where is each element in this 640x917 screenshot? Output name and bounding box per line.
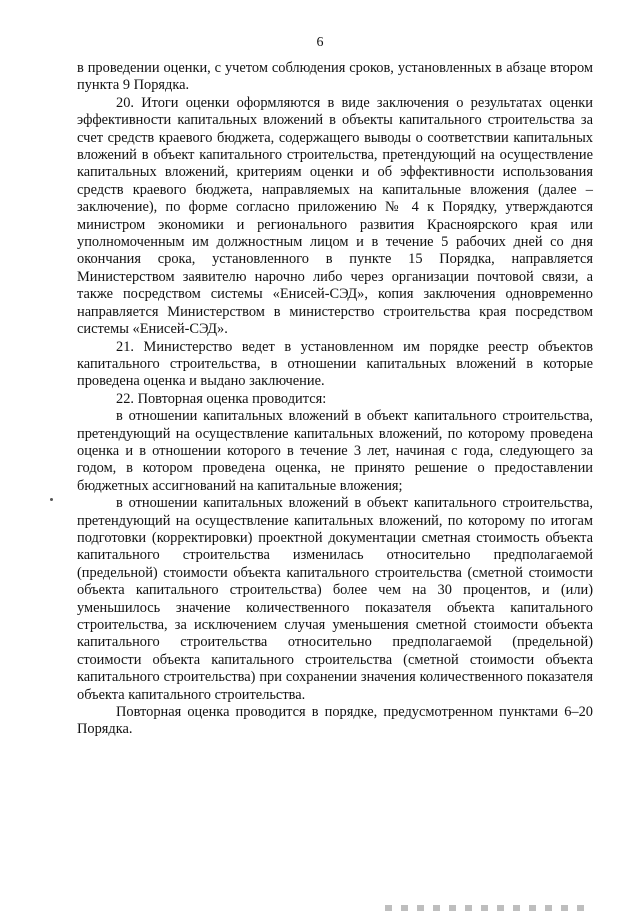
paragraph-item-22: 22. Повторная оценка проводится: <box>116 390 327 407</box>
document-body <box>77 60 593 739</box>
scan-speck <box>50 498 53 501</box>
paragraph-item-20: 20. Итоги оценки оформляются в виде заключения о результатах оценки эффективности капитальных вложений в объекты капитального строительства за счет средств краевого бюджета, содержащего выводы о соответствии капитальных вложений в объект капитального строительства, претендующий на осуществление капитальных вложений, критериям оценки и об эффективности использования средств краевого бюджета, направляемых на капитальные вложения (далее – заключение), по форме согласно приложению № 4 к Порядку, утверждаются министром экономики и регионального развития Красноярского края или уполномоченным им должностным лицом и в течение 5 рабочих дней со дня окончания срока, установленного в пункте 15 Порядка, направляется Министерством заявителю нарочно либо через организации почтовой связи, а также посредством системы «Енисей-СЭД», копия заключения одновременно направляется Министерством в министерство строительства края посредством системы «Енисей-СЭД». <box>77 94 593 338</box>
paragraph-item-22-procedure: Повторная оценка проводится в порядке, предусмотренном пунктами 6–20 Порядка. <box>77 704 593 738</box>
paragraph-item-22-second-case: в отношении капитальных вложений в объект капитального строительства, претендующий на осуществление капитальных вложений, по которому по итогам подготовки (корректировки) проектной документации сметная стоимость объекта капитального строительства изменилась относительно предполагаемой (предельной) стоимости объекта капитального строительства (сметной стоимости объекта капитального строительства) более чем на 30 процентов, и (или) уменьшилось значение количественного показателя объекта капитального строительства, за исключением случая уменьшения сметной стоимости объекта капитального строительства относительно предполагаемой (предельной) стоимости объекта капитального строительства (сметной стоимости объекта капитального строительства) при сохранении значения количественного показателя объекта капитального строительства. <box>77 495 593 703</box>
paragraph-item-22-first-case: в отношении капитальных вложений в объект капитального строительства, претендующий на осуществление капитальных вложений, по которому проведена оценка и в отношении которого в течение 3 лет, начиная с года, следующего за годом, в котором проведена оценка, не принято решение о предоставлении бюджетных ассигнований на капитальные вложения; <box>77 408 593 494</box>
paragraph-item-21: 21. Министерство ведет в установленном им порядке реестр объектов капитального строительства, в отношении капитальных вложений в которые проведена оценка и выдано заключение. <box>77 338 593 390</box>
scan-edge-artifact <box>385 905 585 911</box>
paragraph-continuation: в проведении оценки, с учетом соблюдения сроков, установленных в абзаце втором пункта 9 Порядка. <box>77 60 593 94</box>
page-number: 6 <box>316 35 324 50</box>
